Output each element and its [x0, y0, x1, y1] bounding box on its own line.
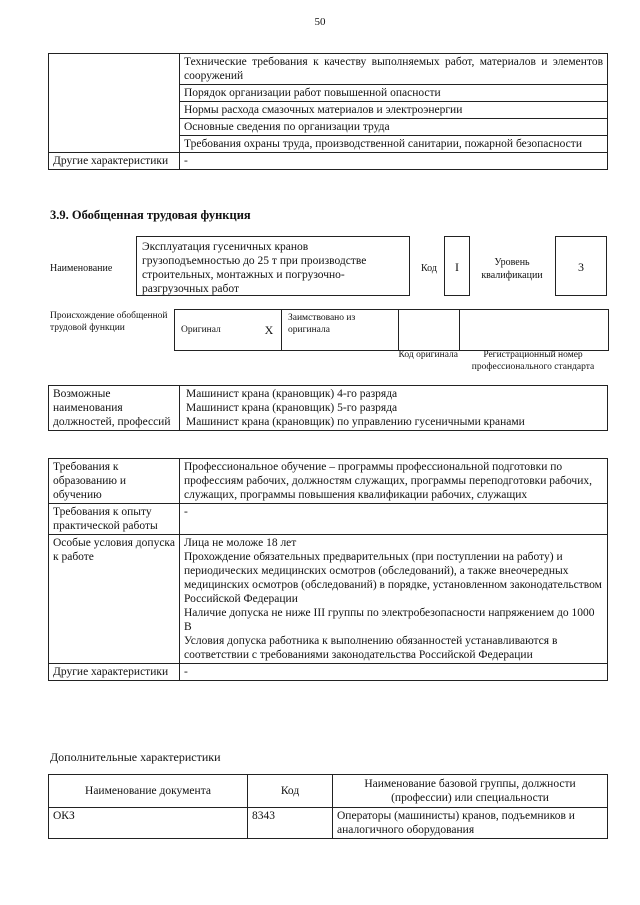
other-characteristics-label: Другие характеристики: [49, 153, 180, 170]
additional-characteristics-title: Дополнительные характеристики: [50, 750, 221, 764]
position-item: Машинист крана (крановщик) 5-го разряда: [186, 402, 398, 414]
positions-label: Возможные наименования должностей, профессий: [49, 386, 180, 431]
section-heading: 3.9. Обобщенная трудовая функция: [50, 208, 251, 222]
admission-list: [180, 535, 608, 664]
experience-label: Требования к опыту практической работы: [49, 504, 180, 535]
registration-number-cell: [460, 310, 609, 351]
admission-item: Прохождение обязательных предварительных (при поступлении на работу) и периодических медицинских осмотров (обследований), а также внеочередных медицинских осмотров (обследований) в порядке, установленном законодательством Российской Федерации: [184, 551, 602, 605]
requirements-table: [48, 458, 608, 681]
position-item: Машинист крана (крановщик) 4-го разряда: [186, 388, 398, 400]
page-number: 50: [314, 16, 326, 28]
document-name-cell: ОКЗ: [49, 808, 248, 839]
additional-characteristics-table: [48, 774, 608, 839]
code-label: Код: [421, 263, 437, 274]
knowledge-row: Требования охраны труда, производственной санитарии, пожарной безопасности: [180, 136, 608, 153]
knowledge-row: Основные сведения по организации труда: [180, 119, 608, 136]
other-characteristics-value: -: [180, 664, 608, 681]
experience-value: -: [180, 504, 608, 535]
registration-number-caption: Регистрационный номер профессионального стандарта: [471, 350, 595, 372]
knowledge-row: Нормы расхода смазочных материалов и электроэнергии: [180, 102, 608, 119]
borrowed-label: Заимствовано из оригинала: [282, 310, 399, 351]
education-label: Требования к образованию и обучению: [49, 459, 180, 504]
original-mark: X: [257, 310, 282, 351]
code-value-box: I: [444, 236, 470, 296]
header-base-group: Наименование базовой группы, должности (профессии) или специальности: [333, 775, 608, 808]
original-code-cell: [399, 310, 460, 351]
header-document-name: Наименование документа: [49, 775, 248, 808]
other-characteristics-label: Другие характеристики: [49, 664, 180, 681]
admission-item: Условия допуска работника к выполнению обязанностей устанавливаются в соответствии с требованиями законодательства Российской Федерации: [184, 635, 558, 661]
positions-list: [180, 386, 608, 431]
other-characteristics-value: -: [180, 153, 608, 170]
origin-label: Происхождение обобщенной трудовой функции: [50, 311, 168, 333]
qualification-knowledge-table: [48, 53, 608, 170]
base-group-cell: Операторы (машинисты) кранов, подъемников и аналогичного оборудования: [333, 808, 608, 839]
level-label: Уровень квалификации: [481, 257, 543, 281]
code-cell: 8343: [248, 808, 333, 839]
code-original-caption: Код оригинала: [398, 350, 458, 360]
original-label: Оригинал: [175, 310, 258, 351]
knowledge-row: Порядок организации работ повышенной опасности: [180, 85, 608, 102]
knowledge-row: Технические требования к качеству выполняемых работ, материалов и элементов сооружений: [180, 54, 608, 85]
admission-label: Особые условия допуска к работе: [49, 535, 180, 664]
origin-table: [174, 309, 609, 351]
education-value: Профессиональное обучение – программы профессиональной подготовки по профессиям рабочих, должностям служащих, программы переподготовки рабочих, служащих, программы повышения квалификации рабочих, служащих: [180, 459, 608, 504]
level-value-box: 3: [555, 236, 607, 296]
empty-label-cell: [49, 54, 180, 153]
position-item: Машинист крана (крановщик) по управлению гусеничными кранами: [186, 416, 525, 428]
name-label: Наименование: [50, 263, 113, 274]
positions-table: [48, 385, 608, 431]
header-code: Код: [248, 775, 333, 808]
function-name-box: Эксплуатация гусеничных кранов грузоподъемностью до 25 т при производстве строительных, монтажных и погрузочно-разгрузочных работ: [136, 236, 410, 296]
admission-item: Наличие допуска не ниже III группы по электробезопасности напряжением до 1000 В: [184, 607, 595, 633]
admission-item: Лица не моложе 18 лет: [184, 537, 297, 549]
